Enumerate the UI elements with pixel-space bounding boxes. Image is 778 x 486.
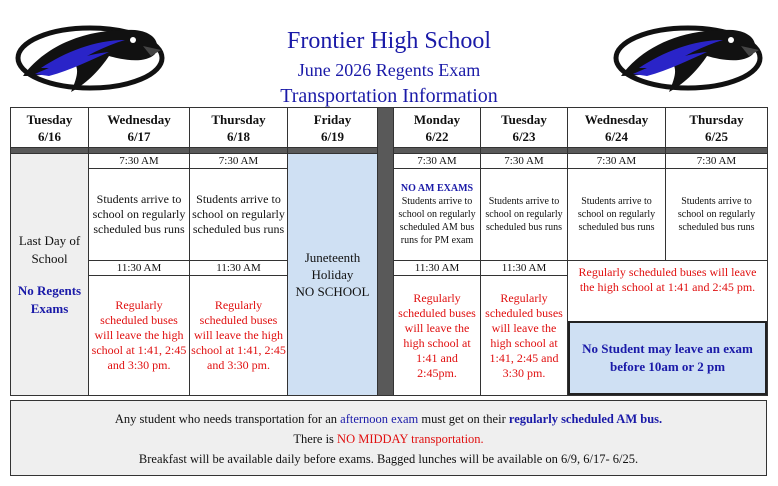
midday-time-617: 11:30 AM <box>89 261 190 276</box>
school-title: Frontier High School <box>287 28 491 54</box>
last-day-cell <box>11 154 89 396</box>
am-bus-text: regularly scheduled AM bus. <box>508 412 663 426</box>
transport-subtitle: Transportation Information <box>280 85 498 107</box>
col-header-622: Monday 6/22 <box>394 108 481 148</box>
midday-time-623: 11:30 AM <box>481 261 568 276</box>
am-text-617: Students arrive to school on regularly scheduled bus runs <box>89 169 190 261</box>
pm-text-623: Regularly scheduled buses will leave the high school at 1:41, 2:45 and 3:30 pm. <box>481 276 568 396</box>
col-header-617: Wednesday 6/17 <box>89 108 190 148</box>
footer-line-3: Breakfast will be available daily before exams. Bagged lunches will be available on 6/9, 6/17- 6/25. <box>138 452 639 466</box>
holiday-note: NO SCHOOL <box>295 284 370 299</box>
last-day-label: Last Day of School <box>18 232 81 266</box>
pm-text-617: Regularly scheduled buses will leave the high school at 1:41, 2:45 and 3:30 pm. <box>89 276 190 396</box>
am-text-624: Students arrive to school on regularly scheduled bus runs <box>568 169 666 261</box>
pm-text-late: Regularly scheduled buses will leave the high school at 1:41 and 2:45 pm. <box>578 265 757 294</box>
page-header <box>0 0 778 108</box>
pm-text-622: Regularly scheduled buses will leave the high school at 1:41 and 2:45pm. <box>394 276 481 396</box>
schedule-table <box>10 107 768 396</box>
footer-line-2: There is NO MIDDAY transportation. <box>293 432 484 446</box>
am-text-622 <box>394 169 481 261</box>
col-header-616: Tuesday 6/16 <box>11 108 89 148</box>
am-time-623: 7:30 AM <box>481 154 568 169</box>
no-regents-label: No Regents Exams <box>17 282 82 316</box>
am-text-618: Students arrive to school on regularly scheduled bus runs <box>190 169 288 261</box>
am-time-618: 7:30 AM <box>190 154 288 169</box>
col-header-619: Friday 6/19 <box>288 108 378 148</box>
hawk-logo-right <box>603 16 763 96</box>
exam-subtitle: June 2026 Regents Exam <box>297 60 481 80</box>
midday-time-622: 11:30 AM <box>394 261 481 276</box>
am-text-623: Students arrive to school on regularly scheduled bus runs <box>481 169 568 261</box>
col-header-624: Wednesday 6/24 <box>568 108 666 148</box>
title-block <box>200 26 578 108</box>
footer-notes <box>10 400 767 476</box>
col-header-623: Tuesday 6/23 <box>481 108 568 148</box>
am-time-625: 7:30 AM <box>666 154 768 169</box>
am-time-617: 7:30 AM <box>89 154 190 169</box>
holiday-name: Juneteenth Holiday <box>304 250 361 282</box>
header-row <box>11 108 768 148</box>
holiday-cell <box>288 154 378 396</box>
am-time-624: 7:30 AM <box>568 154 666 169</box>
week-divider <box>378 108 394 396</box>
no-leave-notice: No Student may leave an exam before 10am or 2 pm <box>568 321 767 395</box>
pm-text-618: Regularly scheduled buses will leave the high school at 1:41, 2:45 and 3:30 pm. <box>190 276 288 396</box>
am-text-625: Students arrive to school on regularly scheduled bus runs <box>666 169 768 261</box>
col-header-618: Thursday 6/18 <box>190 108 288 148</box>
hawk-logo-left <box>5 16 165 96</box>
late-week-cell <box>568 261 768 396</box>
footer-line-1: Any student who needs transportation for an afternoon exam must get on their regularly scheduled AM bus. <box>114 412 663 426</box>
col-header-625: Thursday 6/25 <box>666 108 768 148</box>
am-time-622: 7:30 AM <box>394 154 481 169</box>
afternoon-exam-text: afternoon exam <box>340 412 419 426</box>
midday-time-618: 11:30 AM <box>190 261 288 276</box>
no-am-exams-label: NO AM EXAMS <box>400 183 474 194</box>
no-midday-text: NO MIDDAY transportation. <box>337 432 484 446</box>
am-text-622-body: Students arrive to school on regularly scheduled AM bus runs for PM exam <box>398 196 476 246</box>
